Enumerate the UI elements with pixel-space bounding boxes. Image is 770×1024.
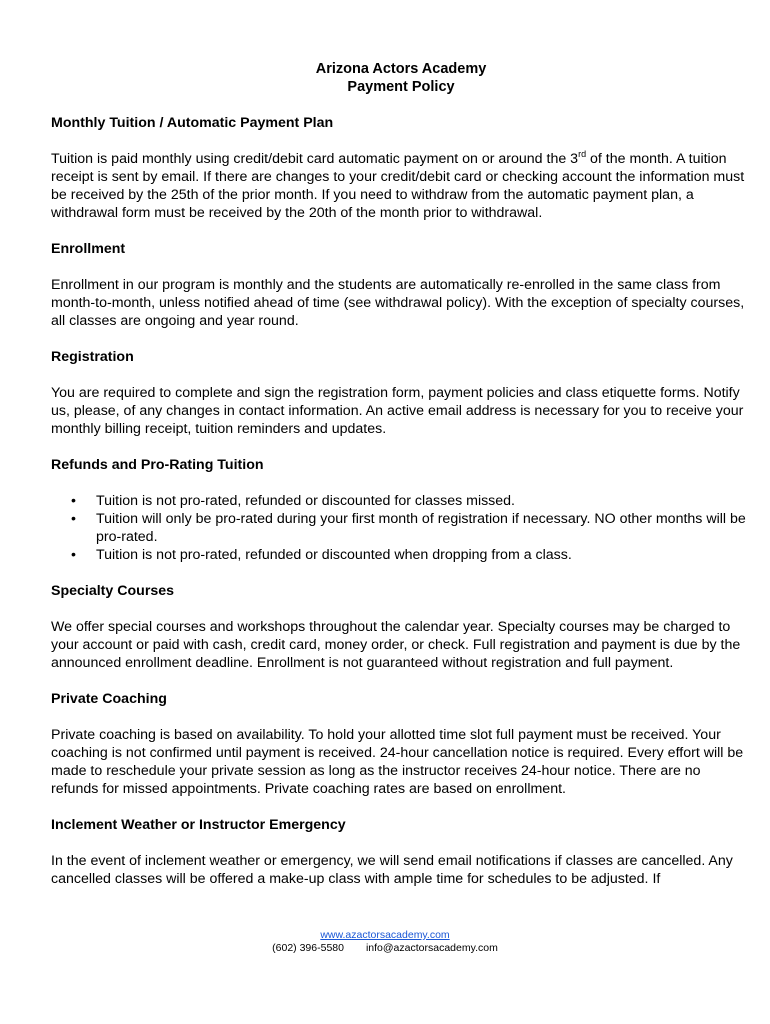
policy-title: Payment Policy bbox=[347, 79, 455, 95]
tuition-text-end: of the month. A tuition receipt is sent by email. If there are changes to your credit/debit card or checking account the information must be received by the 25th of the prior month. If you need to withdraw from the automatic payment plan, a withdrawal form must be received by the 20th of the month prior to withdrawal. bbox=[51, 151, 745, 221]
refunds-list bbox=[51, 492, 751, 564]
heading-inclement-weather: Inclement Weather or Instructor Emergency bbox=[51, 817, 346, 833]
bullet-icon: • bbox=[71, 547, 76, 563]
heading-monthly-tuition: Monthly Tuition / Automatic Payment Plan bbox=[51, 115, 334, 131]
bullet-icon: • bbox=[71, 493, 76, 509]
heading-enrollment: Enrollment bbox=[51, 241, 126, 257]
heading-private-coaching: Private Coaching bbox=[51, 691, 167, 707]
phone-number: (602) 396-5580 bbox=[272, 942, 344, 954]
heading-specialty-courses: Specialty Courses bbox=[51, 583, 175, 599]
paragraph-monthly-tuition bbox=[51, 150, 751, 222]
website-link[interactable]: www.azactorsacademy.com bbox=[320, 929, 450, 941]
document-page bbox=[51, 60, 751, 888]
tuition-text-start: Tuition is paid monthly using credit/debit card automatic payment on or around the 3 bbox=[51, 151, 579, 167]
paragraph-inclement-weather: In the event of inclement weather or emergency, we will send email notifications if classes are cancelled. Any cancelled classes will be offered a make-up class with ample time for schedules to be adjusted. If bbox=[51, 853, 733, 887]
list-item bbox=[51, 546, 751, 564]
paragraph-enrollment: Enrollment in our program is monthly and the students are automatically re-enrolled in the same class from month-to-month, unless notified ahead of time (see withdrawal policy). With the exception of specialty courses, all classes are ongoing and year round. bbox=[51, 277, 745, 329]
heading-registration: Registration bbox=[51, 349, 134, 365]
list-item-text: Tuition is not pro-rated, refunded or discounted for classes missed. bbox=[96, 493, 516, 509]
paragraph-specialty-courses: We offer special courses and workshops throughout the calendar year. Specialty courses may be charged to your account or paid with cash, credit card, money order, or check. Full registration and payment is due by the announced enrollment deadline. Enrollment is not guaranteed without registration and full payment. bbox=[51, 619, 741, 671]
list-item-text: Tuition is not pro-rated, refunded or discounted when dropping from a class. bbox=[96, 547, 572, 563]
list-item bbox=[51, 510, 751, 546]
paragraph-private-coaching: Private coaching is based on availability. To hold your allotted time slot full payment must be received. Your coaching is not confirmed until payment is received. 24-hour cancellation notice is required. Every effort will be made to reschedule your private session as long as the instructor receives 24-hour notice. There are no refunds for missed appointments. Private coaching rates are based on enrollment. bbox=[51, 727, 744, 797]
page-footer bbox=[0, 929, 770, 955]
list-item bbox=[51, 492, 751, 510]
ordinal-suffix: rd bbox=[578, 149, 587, 159]
paragraph-registration: You are required to complete and sign the registration form, payment policies and class etiquette forms. Notify us, please, of any changes in contact information. An active email address is necessary for you to receive your monthly billing receipt, tuition reminders and updates. bbox=[51, 385, 744, 437]
bullet-icon: • bbox=[71, 511, 76, 527]
heading-refunds: Refunds and Pro-Rating Tuition bbox=[51, 457, 264, 473]
email-address: info@azactorsacademy.com bbox=[365, 942, 498, 954]
list-item-text: Tuition will only be pro-rated during your first month of registration if necessary. NO other months will be pro-rated. bbox=[96, 511, 746, 545]
org-title: Arizona Actors Academy bbox=[315, 61, 487, 77]
